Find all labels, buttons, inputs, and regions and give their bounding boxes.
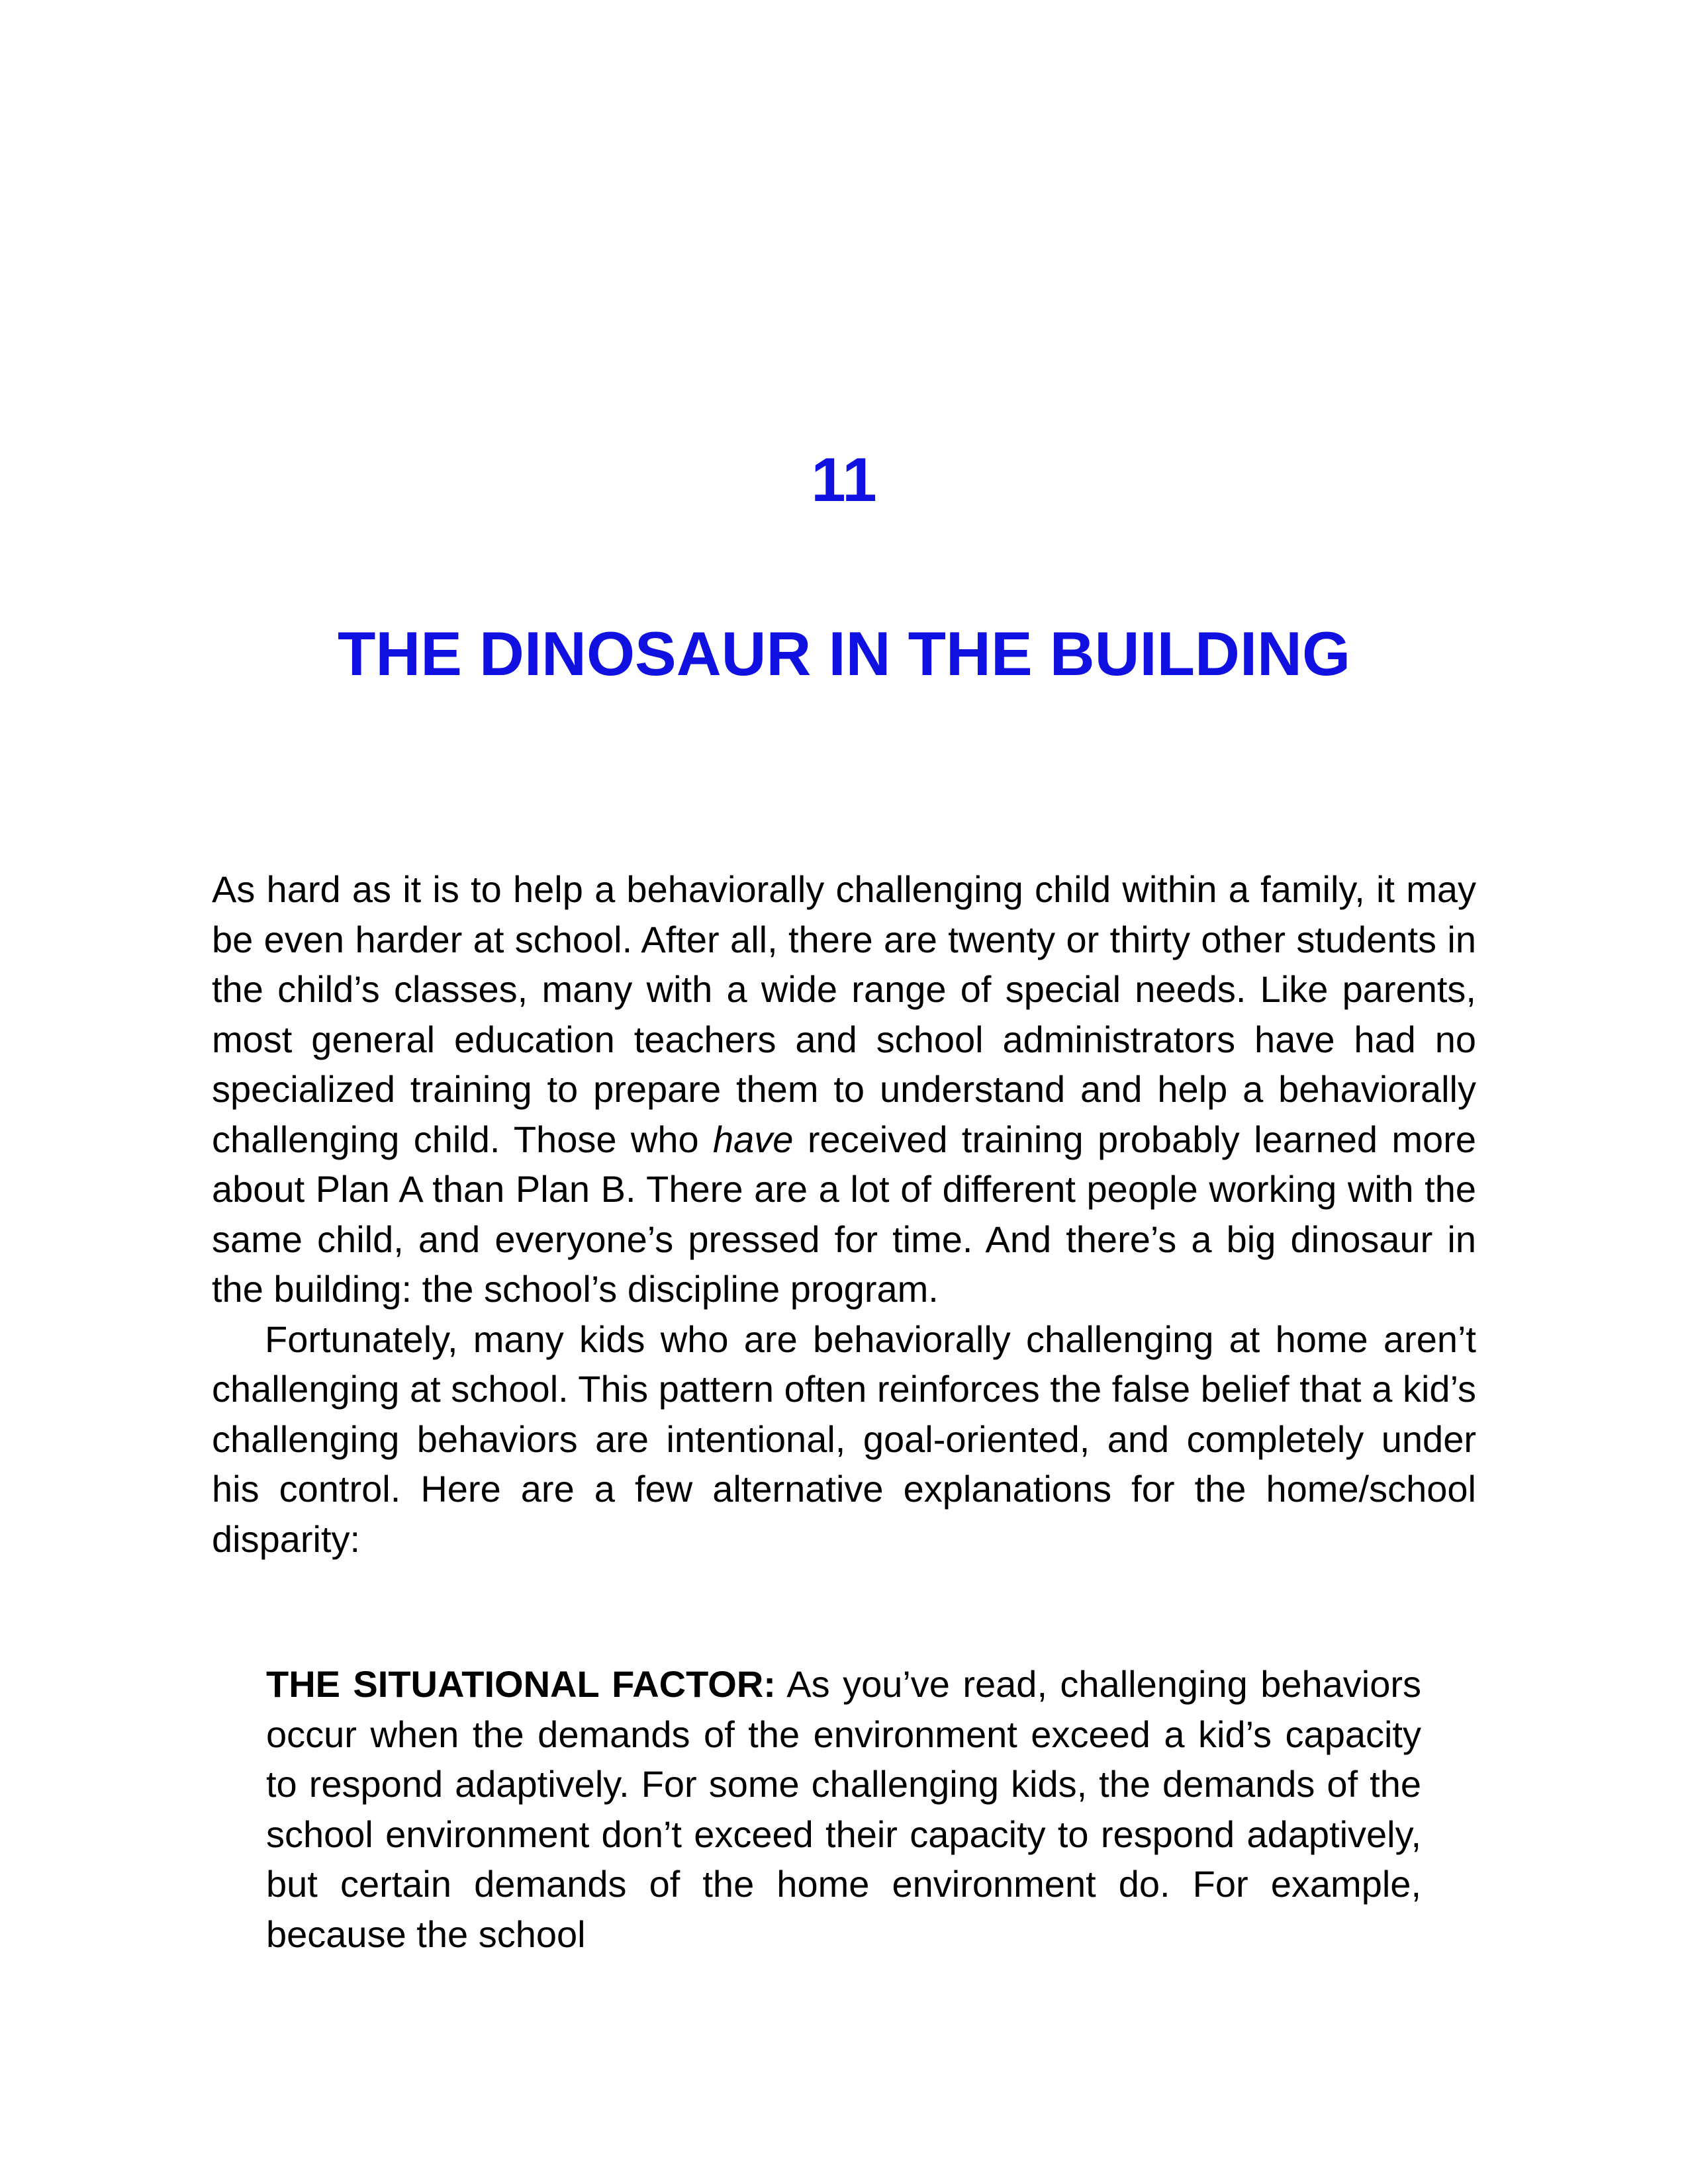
chapter-title: THE DINOSAUR IN THE BUILDING (337, 619, 1351, 688)
body-text (212, 864, 1476, 1564)
paragraph-1 (212, 864, 1476, 1314)
factor-text: As you’ve read, challenging behaviors occur when the demands of the environment exceed a kid’s capacity to respond adaptively. For some challenging kids, the demands of the school environment don’t exceed their capacity to respond adaptively, but certain demands of the home environment do. For example, because the school (266, 1663, 1422, 1955)
situational-factor-block (266, 1659, 1421, 1959)
chapter-number: 11 (811, 445, 877, 514)
paragraph-1-text-a: As hard as it is to help a behaviorally challenging child within a family, it may be even harder at school. After all, there are twenty or thirty other students in the child’s classes, many with a wide range of special needs. Like parents, most general education teachers and school administrators have had no specialized training to prepare them to understand and help a behaviorally challenging child. Those who (212, 868, 1476, 1160)
factor-label: THE SITUATIONAL FACTOR: (266, 1663, 776, 1705)
paragraph-1-text-b: received training probably learned more about Plan A than Plan B. There are a lot of different people working with the same child, and everyone’s pressed for time. And there’s a big dinosaur in the building: the school’s discipline program. (212, 1118, 1476, 1310)
paragraph-2: Fortunately, many kids who are behaviorally challenging at home aren’t challenging at school. This pattern often reinforces the false belief that a kid’s challenging behaviors are intentional, goal-oriented, and completely under his control. Here are a few alternative explanations for the home/school disparity: (212, 1318, 1476, 1560)
emphasis-have: have (713, 1118, 794, 1160)
